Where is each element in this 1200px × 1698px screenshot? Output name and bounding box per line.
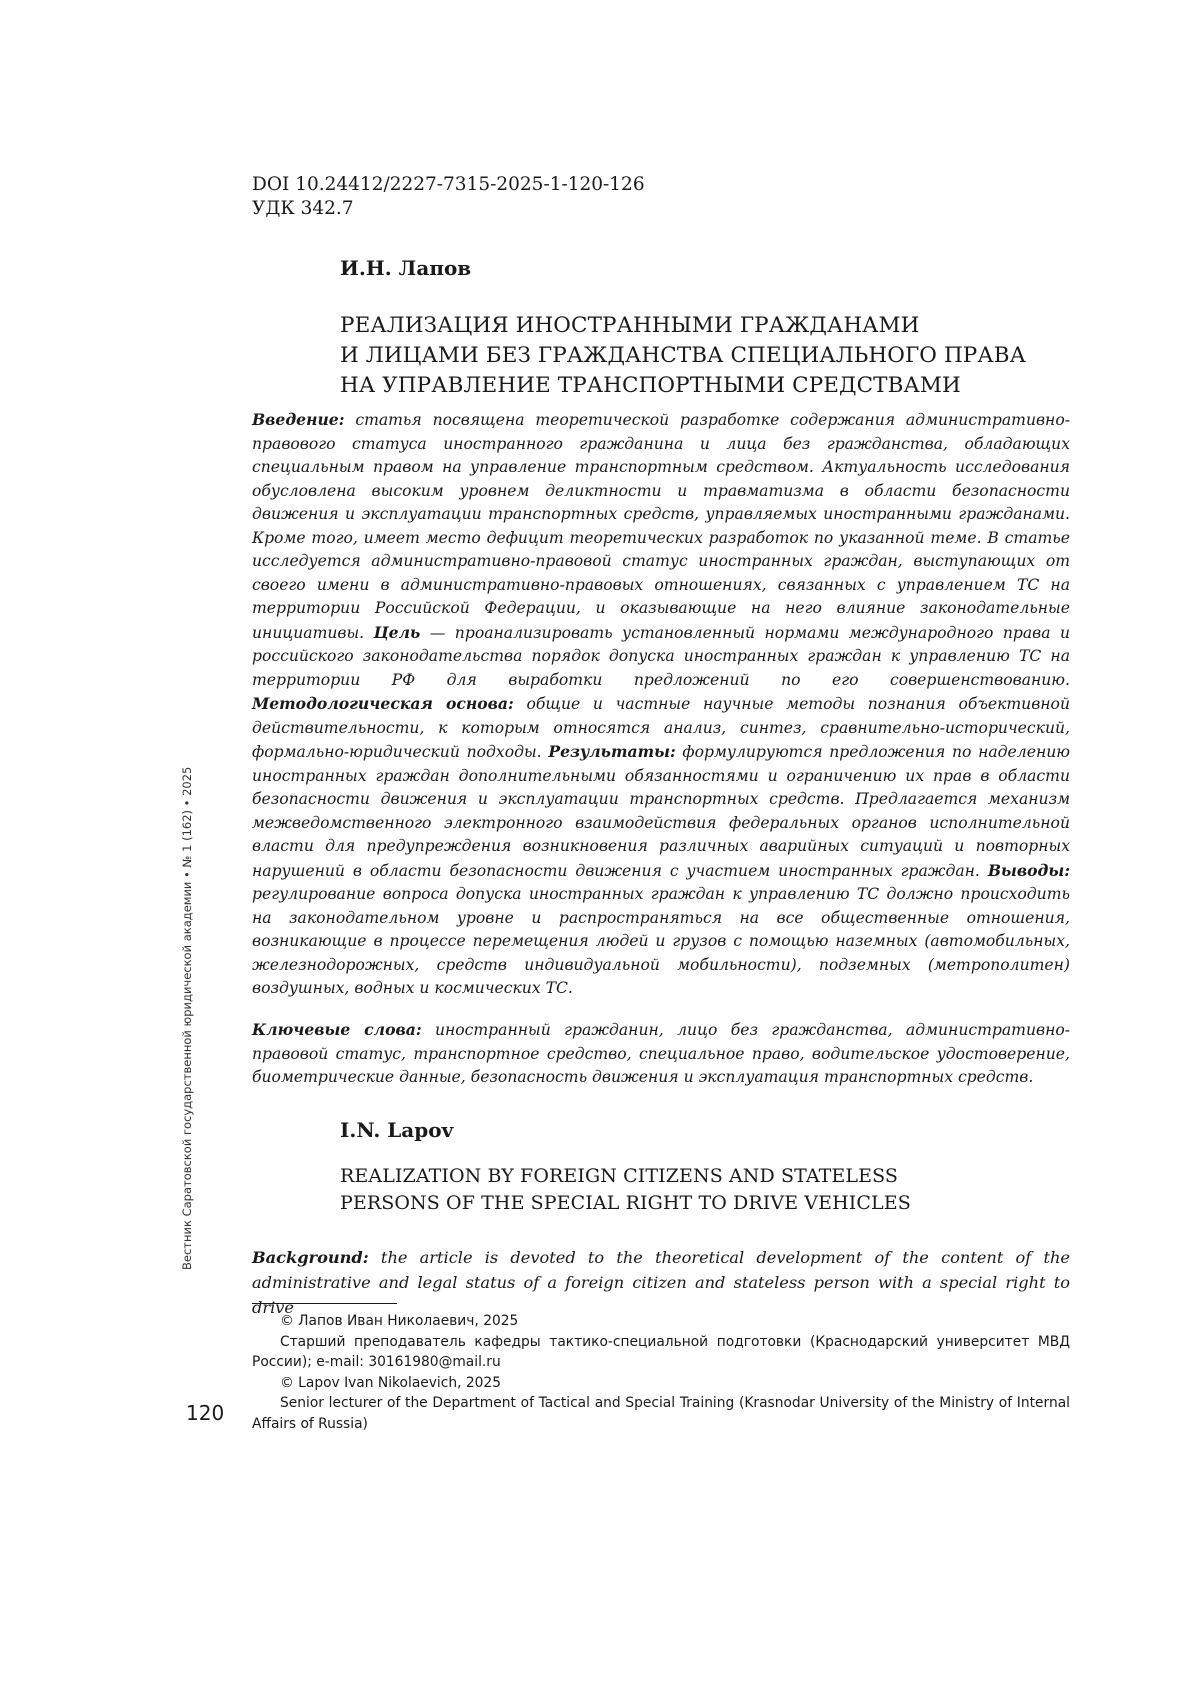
abstract-results-label: Результаты:: [548, 742, 675, 761]
title-line: НА УПРАВЛЕНИЕ ТРАНСПОРТНЫМИ СРЕДСТВАМИ: [340, 371, 1026, 401]
abstract-ru: [252, 408, 1070, 1001]
footnote-separator: [252, 1303, 397, 1304]
author-ru: И.Н. Лапов: [340, 256, 471, 280]
abstract-conclusions-label: Выводы:: [988, 861, 1070, 880]
udk: УДК 342.7: [252, 197, 645, 221]
affiliation-ru: Старший преподаватель кафедры тактико-специальной подготовки (Краснодарский университет МВД России); e-mail: 30161980@mail.ru: [252, 1332, 1070, 1373]
copyright-en: © Lapov Ivan Nikolaevich, 2025: [252, 1373, 1070, 1394]
copyright-ru: © Лапов Иван Николаевич, 2025: [252, 1311, 1070, 1332]
abstract-intro-label: Введение:: [252, 410, 345, 429]
page-number: 120: [186, 1401, 224, 1425]
abstract-conclusions-text: регулирование вопроса допуска иностранных граждан к управлению ТС должно происходить на законодательном уровне и распространяться на все общественные отношения, возникающие в процессе перемещения людей и грузов с помощью наземных (автомобильных, железнодорожных, средств индивидуальной мобильности), подземных (метрополитен) воздушных, водных и космических ТС.: [252, 885, 1070, 997]
article-identifiers: [252, 173, 645, 221]
affiliation-en: Senior lecturer of the Department of Tactical and Special Training (Krasnodar University of the Ministry of Internal Affairs of Russia): [252, 1393, 1070, 1434]
title-line: РЕАЛИЗАЦИЯ ИНОСТРАННЫМИ ГРАЖДАНАМИ: [340, 311, 1026, 341]
keywords-label: Ключевые слова:: [252, 1020, 422, 1039]
title-line: REALIZATION BY FOREIGN CITIZENS AND STATELESS: [340, 1163, 911, 1190]
abstract-method-label: Методологическая основа:: [252, 694, 514, 713]
keywords-text: иностранный гражданин, лицо без гражданства, административно-правовой статус, транспортное средство, специальное право, водительское удостоверение, биометрические данные, безопасность движения и эксплуатация транспортных средств.: [252, 1021, 1070, 1086]
abstract-intro-text: статья посвящена теоретической разработке содержания административно-правового статуса иностранного гражданина и лица без гражданства, обладающих специальным правом на управление транспортным средством. Актуальность исследования обусловлена высоким уровнем деликтности и травматизма в области безопасности движения и эксплуатации транспортных средств, управляемых иностранными гражданами. Кроме того, имеет место дефицит теоретических разработок по указанной теме. В статье исследуется административно-правовой статус иностранных граждан, выступающих от своего имени в административно-правовых отношениях, связанных с управлением ТС на территории Российской Федерации, и оказывающие на него влияние законодательные инициативы.: [252, 411, 1070, 642]
abstract-en: [252, 1245, 1070, 1320]
footnotes: [252, 1311, 1070, 1434]
background-text: the article is devoted to the theoretical development of the content of the administrative and legal status of a foreign citizen and stateless person with a special right to drive: [252, 1248, 1070, 1317]
abstract-method-text: общие и частные научные методы познания объективной действительности, к которым относятся анализ, синтез, сравнительно-исторический, формально-юридический подходы.: [252, 695, 1070, 761]
title-line: PERSONS OF THE SPECIAL RIGHT TO DRIVE VEHICLES: [340, 1190, 911, 1217]
abstract-goal-text: — проанализировать установленный нормами международного права и российского законодательства порядок допуска иностранных граждан к управлению ТС на территории РФ для выработки предложений по его совершенствованию.: [252, 624, 1070, 689]
journal-running-head: Вестник Саратовской государственной юридической академии • № 1 (162) • 2025: [180, 800, 194, 1270]
background-label: Background:: [252, 1248, 369, 1267]
author-en: I.N. Lapov: [340, 1118, 453, 1142]
keywords-ru: [252, 1018, 1070, 1090]
article-title-ru: [340, 311, 1026, 401]
title-line: И ЛИЦАМИ БЕЗ ГРАЖДАНСТВА СПЕЦИАЛЬНОГО ПРАВА: [340, 341, 1026, 371]
abstract-results-text: формулируются предложения по наделению иностранных граждан дополнительными обязанностями и ограничению их прав в области безопасности движения и эксплуатации транспортных средств. Предлагается механизм межведомственного электронного взаимодействия федеральных органов исполнительной власти для предупреждения возникновения различных аварийных ситуаций и повторных нарушений в области безопасности движения с участием иностранных граждан.: [252, 743, 1070, 880]
abstract-goal-label: Цель: [374, 623, 421, 642]
doi[interactable]: DOI 10.24412/2227-7315-2025-1-120-126: [252, 173, 645, 197]
article-title-en: [340, 1163, 911, 1217]
